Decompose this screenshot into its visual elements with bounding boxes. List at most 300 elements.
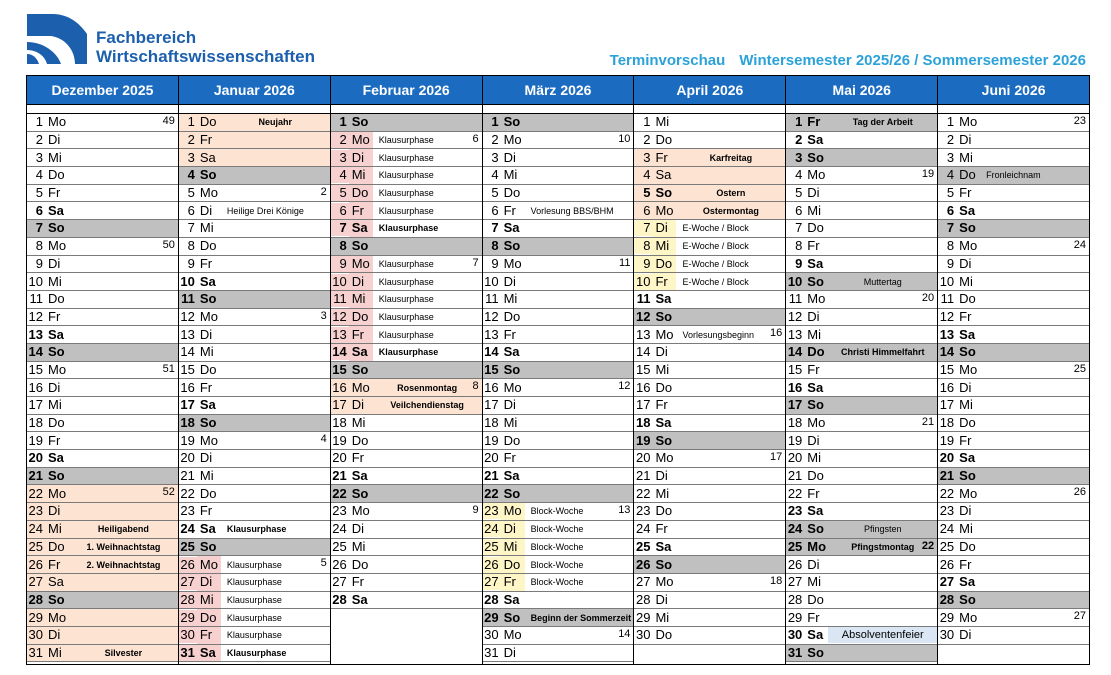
day-row xyxy=(938,344,1089,362)
weekday: Fr xyxy=(48,556,61,572)
day-row xyxy=(634,450,785,468)
day-number: 30 xyxy=(787,627,803,643)
day-event: Veilchendienstag xyxy=(390,400,464,411)
weekday: Di xyxy=(197,574,221,591)
month-column xyxy=(331,75,483,665)
day-number: 21 xyxy=(787,468,803,484)
weekday: Mi xyxy=(197,592,221,609)
day-number: 26 xyxy=(180,556,195,572)
weekday: So xyxy=(48,468,65,484)
day-row xyxy=(331,344,482,362)
day-number: 3 xyxy=(795,149,803,165)
header-spacer xyxy=(634,105,785,114)
day-number: 25 xyxy=(28,538,43,554)
day-number: 22 xyxy=(939,485,955,501)
day-number: 20 xyxy=(787,450,803,466)
month-column xyxy=(179,75,331,665)
weekday: Mi xyxy=(959,521,973,537)
day-row xyxy=(179,362,330,380)
weekday: Di xyxy=(349,273,373,290)
weekday: Do xyxy=(503,432,521,448)
weekday: Mo xyxy=(655,450,674,466)
day-number: 23 xyxy=(939,503,955,519)
day-number: 27 xyxy=(180,574,195,590)
weekday: So xyxy=(199,167,217,183)
day-row xyxy=(179,344,330,362)
day-number: 15 xyxy=(787,361,803,377)
day-row xyxy=(938,114,1089,132)
day-event: Pfingsten xyxy=(828,521,937,537)
day-row xyxy=(179,256,330,274)
day-row xyxy=(331,202,482,220)
week-number: 9 xyxy=(472,504,479,517)
day-row xyxy=(483,256,634,274)
weekday: Di xyxy=(959,132,972,148)
weekday: Do xyxy=(959,167,976,183)
day-event: Beginn der Sommerzeit xyxy=(525,610,634,626)
day-row xyxy=(634,397,785,415)
day-row xyxy=(27,238,178,256)
weekday: Fr xyxy=(503,450,516,466)
day-row xyxy=(179,645,330,663)
weekday: Fr xyxy=(655,521,668,537)
day-number: 5 xyxy=(643,185,651,201)
day-row xyxy=(483,485,634,503)
day-row xyxy=(27,167,178,185)
weekday: So xyxy=(655,432,673,448)
weekday: Sa xyxy=(807,503,824,519)
day-event: Klausurphase xyxy=(226,594,282,605)
weekday: Di xyxy=(959,503,972,519)
day-row xyxy=(179,450,330,468)
day-row xyxy=(483,645,634,663)
weekday: Mi xyxy=(652,238,676,255)
day-number: 17 xyxy=(332,397,347,413)
weekday: Do xyxy=(655,132,673,148)
day-number: 29 xyxy=(180,609,195,625)
day-number: 12 xyxy=(332,308,347,324)
weekday: Do xyxy=(655,627,673,643)
week-number: 19 xyxy=(921,168,935,181)
day-number: 25 xyxy=(332,538,347,554)
weekday: Do xyxy=(199,485,217,501)
day-number: 4 xyxy=(35,167,43,183)
day-number: 9 xyxy=(491,255,499,271)
day-row xyxy=(27,220,178,238)
day-number: 2 xyxy=(187,132,195,148)
weekday: Mi xyxy=(199,344,214,360)
day-row xyxy=(27,485,178,503)
weekday: Fr xyxy=(959,432,972,448)
day-row xyxy=(331,574,482,592)
day-row xyxy=(179,539,330,557)
day-row xyxy=(634,202,785,220)
weekday: Mi xyxy=(807,450,822,466)
weekday: Mi xyxy=(199,220,214,236)
day-row xyxy=(786,291,937,309)
day-number: 17 xyxy=(635,397,651,413)
day-number: 10 xyxy=(332,273,347,289)
day-number: 12 xyxy=(484,308,499,324)
day-number: 19 xyxy=(28,432,43,448)
day-number: 23 xyxy=(28,503,43,519)
weekday: Mo xyxy=(351,503,370,519)
day-number: 15 xyxy=(484,361,499,377)
week-number: 4 xyxy=(320,433,327,446)
day-number: 22 xyxy=(787,485,803,501)
day-number: 22 xyxy=(332,485,347,501)
weekday: Sa xyxy=(959,326,976,342)
day-number: 11 xyxy=(788,291,803,307)
day-number: 14 xyxy=(787,344,803,360)
day-row xyxy=(27,326,178,344)
day-row xyxy=(331,379,482,397)
weekday: So xyxy=(503,361,521,377)
week-number: 51 xyxy=(162,362,175,375)
day-number: 22 xyxy=(180,485,195,501)
day-row xyxy=(179,415,330,433)
day-event: Klausurphase xyxy=(378,276,434,287)
weekday: Mi xyxy=(807,326,822,342)
weekday: Fr xyxy=(503,202,516,218)
day-number: 17 xyxy=(939,397,955,413)
day-number: 19 xyxy=(180,432,195,448)
weekday: Di xyxy=(199,450,213,466)
weekday: So xyxy=(807,521,824,537)
day-number: 28 xyxy=(28,591,43,607)
day-row xyxy=(634,415,785,433)
weekday: Di xyxy=(349,149,373,166)
weekday: Do xyxy=(959,538,976,554)
day-row xyxy=(634,468,785,486)
day-row xyxy=(938,132,1089,150)
day-number: 30 xyxy=(484,627,499,643)
week-number: 14 xyxy=(618,627,631,640)
day-number: 14 xyxy=(332,344,347,360)
weekday: Di xyxy=(959,255,972,271)
weekday: Mo xyxy=(503,379,522,395)
day-number: 28 xyxy=(787,591,803,607)
day-row xyxy=(786,415,937,433)
day-number: 14 xyxy=(484,344,499,360)
day-number: 20 xyxy=(180,450,195,466)
day-row xyxy=(938,432,1089,450)
day-number: 27 xyxy=(939,574,955,590)
day-row xyxy=(938,326,1089,344)
day-row xyxy=(938,273,1089,291)
day-number: 8 xyxy=(795,238,803,254)
day-row xyxy=(938,220,1089,238)
day-number: 10 xyxy=(180,273,195,289)
week-number: 6 xyxy=(472,132,479,145)
day-row xyxy=(483,291,634,309)
week-number: 52 xyxy=(162,486,175,499)
day-row xyxy=(786,627,937,645)
weekday: Sa xyxy=(655,167,672,183)
day-row xyxy=(179,114,330,132)
weekday: Mo xyxy=(807,415,826,431)
month-column xyxy=(483,75,635,665)
day-number: 3 xyxy=(331,150,349,166)
day-number: 3 xyxy=(946,149,955,165)
weekday: Di xyxy=(807,308,820,324)
day-number: 15 xyxy=(635,361,651,377)
day-row xyxy=(27,114,178,132)
day-event: Klausurphase xyxy=(226,612,282,623)
day-number: 20 xyxy=(939,450,955,466)
week-number: 16 xyxy=(770,327,783,340)
day-row xyxy=(786,609,937,627)
weekday: Mi xyxy=(48,521,62,537)
day-row xyxy=(938,450,1089,468)
day-row xyxy=(938,238,1089,256)
weekday: So xyxy=(503,485,521,501)
day-row xyxy=(179,397,330,415)
day-row xyxy=(634,592,785,610)
week-number: 18 xyxy=(770,574,783,587)
weekday: Mo xyxy=(199,185,218,201)
day-number: 11 xyxy=(331,291,349,307)
day-row xyxy=(483,609,634,627)
day-number: 19 xyxy=(635,432,651,448)
weekday: Di xyxy=(48,627,61,643)
weekday: Do xyxy=(199,238,217,254)
week-number: 5 xyxy=(320,557,327,570)
weekday: Sa xyxy=(199,521,216,537)
day-number: 11 xyxy=(29,291,43,307)
weekday: Sa xyxy=(351,468,368,484)
day-number: 9 xyxy=(946,255,955,271)
day-row xyxy=(483,627,634,645)
day-event: Klausurphase xyxy=(378,205,434,216)
day-row xyxy=(331,539,482,557)
weekday: Fr xyxy=(199,255,213,271)
weekday: Di xyxy=(199,202,213,218)
weekday: Mi xyxy=(48,273,62,289)
day-number: 21 xyxy=(28,468,43,484)
weekday: Do xyxy=(197,609,221,626)
header-spacer xyxy=(331,105,482,114)
weekday: Fr xyxy=(652,273,676,290)
weekday: Di xyxy=(652,220,676,237)
day-event: Klausurphase xyxy=(378,311,434,322)
day-row xyxy=(483,273,634,291)
weekday: Di xyxy=(959,627,972,643)
day-number: 16 xyxy=(484,379,499,395)
weekday: Sa xyxy=(197,645,221,662)
day-number: 24 xyxy=(180,521,195,537)
weekday: Sa xyxy=(349,344,373,361)
day-row xyxy=(634,609,785,627)
day-event: Klausurphase xyxy=(226,630,282,641)
weekday: Sa xyxy=(351,591,368,607)
weekday: Fr xyxy=(503,326,516,342)
day-number: 11 xyxy=(485,291,499,307)
day-number: 1 xyxy=(643,114,651,130)
day-row xyxy=(938,167,1089,185)
day-number: 17 xyxy=(484,397,499,413)
weekday: Mo xyxy=(503,132,522,148)
day-row xyxy=(483,362,634,380)
day-row xyxy=(938,202,1089,220)
weekday: Sa xyxy=(655,415,672,431)
weekday: Do xyxy=(351,432,369,448)
day-row xyxy=(27,539,178,557)
weekday: So xyxy=(959,468,976,484)
weekday: Do xyxy=(652,256,676,273)
week-number: 12 xyxy=(618,380,631,393)
day-row xyxy=(27,132,178,150)
weekday: Mi xyxy=(48,644,62,660)
weekday: Fr xyxy=(807,114,821,130)
day-row xyxy=(483,503,634,521)
day-row xyxy=(786,468,937,486)
day-number: 29 xyxy=(787,609,803,625)
day-event: Klausurphase xyxy=(226,647,287,658)
day-row xyxy=(179,291,330,309)
day-row xyxy=(634,432,785,450)
day-number: 18 xyxy=(332,415,347,431)
day-row xyxy=(27,202,178,220)
weekday: Mo xyxy=(199,432,218,448)
weekday: Fr xyxy=(48,185,61,201)
week-number: 7 xyxy=(472,256,479,269)
day-number: 8 xyxy=(339,238,347,254)
day-number: 18 xyxy=(484,415,499,431)
day-row xyxy=(938,503,1089,521)
weekday: Mi xyxy=(503,291,518,307)
day-row xyxy=(786,485,937,503)
day-row xyxy=(938,415,1089,433)
weekday: So xyxy=(807,644,824,660)
week-number: 21 xyxy=(921,415,935,428)
day-number: 2 xyxy=(331,132,349,148)
weekday: Mi xyxy=(351,538,366,554)
header-spacer xyxy=(483,105,634,114)
weekday: Mo xyxy=(807,167,826,183)
day-number: 15 xyxy=(939,361,955,377)
day-row xyxy=(634,485,785,503)
day-event: E-Woche / Block xyxy=(682,223,749,234)
day-number: 7 xyxy=(187,220,195,236)
day-row xyxy=(634,362,785,380)
day-row xyxy=(179,238,330,256)
day-number: 26 xyxy=(28,556,43,572)
day-row xyxy=(27,291,178,309)
day-number: 13 xyxy=(787,326,803,342)
weekday: Mi xyxy=(655,361,670,377)
day-row xyxy=(938,291,1089,309)
day-number: 12 xyxy=(28,308,43,324)
day-row xyxy=(483,167,634,185)
day-row xyxy=(27,468,178,486)
day-row xyxy=(634,149,785,167)
faculty-logo xyxy=(27,12,357,72)
weekday: Do xyxy=(48,415,65,431)
day-number: 19 xyxy=(787,432,803,448)
day-number: 8 xyxy=(634,238,652,254)
logo-swoosh-icon xyxy=(27,12,93,64)
weekday: Fr xyxy=(199,379,213,395)
day-number: 3 xyxy=(491,149,499,165)
day-number: 27 xyxy=(332,574,347,590)
day-number: 5 xyxy=(35,185,43,201)
day-row xyxy=(483,114,634,132)
day-number: 26 xyxy=(332,556,347,572)
weekday: Mi xyxy=(503,415,518,431)
weekday: Mo xyxy=(503,627,522,643)
weekday: Mo xyxy=(655,202,674,218)
weekday: Do xyxy=(199,361,217,377)
weekday: Di xyxy=(503,149,516,165)
day-number: 4 xyxy=(187,167,195,183)
day-number: 21 xyxy=(484,468,499,484)
week-number: 3 xyxy=(320,309,327,322)
day-number: 13 xyxy=(180,326,195,342)
day-row xyxy=(483,415,634,433)
header-spacer xyxy=(27,105,178,114)
header-spacer xyxy=(786,105,937,114)
weekday: Fr xyxy=(655,149,668,165)
weekday: Mi xyxy=(48,397,62,413)
day-number: 6 xyxy=(187,202,195,218)
day-row xyxy=(179,202,330,220)
weekday: Fr xyxy=(807,238,820,254)
weekday: Mi xyxy=(349,291,373,308)
day-event: Ostern xyxy=(716,188,746,199)
day-row xyxy=(786,592,937,610)
header-spacer xyxy=(179,105,330,114)
weekday: Di xyxy=(807,432,820,448)
day-row xyxy=(27,592,178,610)
day-number: 29 xyxy=(484,609,499,625)
week-number: 50 xyxy=(162,238,175,251)
day-number: 4 xyxy=(795,167,803,183)
weekday: Mi xyxy=(959,397,973,413)
weekday: Mo xyxy=(351,379,370,395)
week-number: 2 xyxy=(320,185,327,198)
day-number: 25 xyxy=(939,538,955,554)
weekday: So xyxy=(959,344,976,360)
day-row xyxy=(634,273,785,291)
day-row xyxy=(634,521,785,539)
day-row xyxy=(483,344,634,362)
week-number: 22 xyxy=(921,539,935,552)
day-number: 7 xyxy=(491,220,499,236)
day-number: 13 xyxy=(484,326,499,342)
day-row xyxy=(483,238,634,256)
weekday: So xyxy=(48,344,65,360)
day-event: Block-Woche xyxy=(530,577,584,588)
day-row xyxy=(331,450,482,468)
day-row xyxy=(483,468,634,486)
day-event: Klausurphase xyxy=(378,188,434,199)
weekday: Mo xyxy=(503,255,522,271)
day-event: Neujahr xyxy=(258,117,293,128)
day-number: 4 xyxy=(331,167,349,183)
day-row xyxy=(938,521,1089,539)
day-number: 27 xyxy=(787,574,803,590)
weekday: Di xyxy=(807,185,820,201)
day-row xyxy=(331,468,482,486)
day-row xyxy=(938,485,1089,503)
day-number: 14 xyxy=(635,344,651,360)
weekday: Fr xyxy=(351,450,364,466)
day-event: Klausurphase xyxy=(226,559,282,570)
weekday: Mo xyxy=(48,609,67,625)
weekday: Do xyxy=(503,185,521,201)
day-event: Tag der Arbeit xyxy=(828,114,937,130)
